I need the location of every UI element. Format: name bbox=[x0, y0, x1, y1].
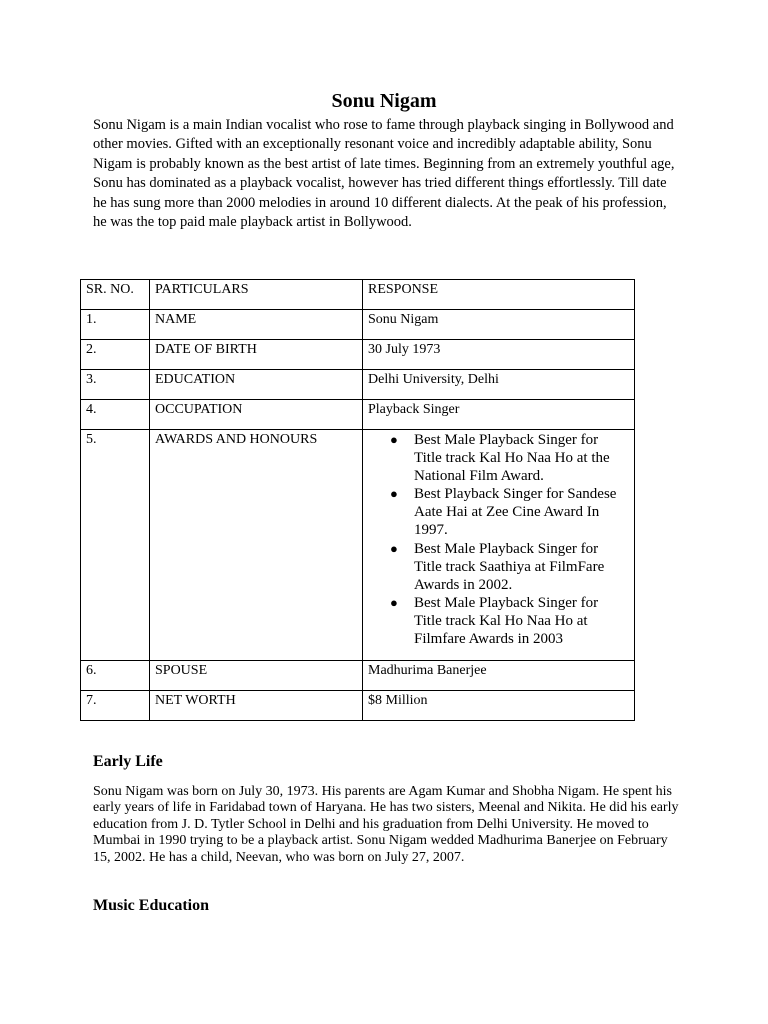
award-list-item bbox=[390, 431, 629, 485]
intro-paragraph: Sonu Nigam is a main Indian vocalist who rose to fame through playback singing in Bollywood and other movies. Gifted with an exceptionally resonant voice and incredibly adaptable ability, Sonu Nigam is probably known as the best artist of late times. Beginning from an extremely youthful age, Sonu has dominated as a playback vocalist, however has tried different things effortlessly. Till date he has sung more than 2000 melodies in around 10 different dialects. At the peak of his profession, he was the top paid male playback artist in Bollywood. bbox=[93, 117, 675, 231]
early-life-paragraph: Sonu Nigam was born on July 30, 1973. His parents are Agam Kumar and Shobha Nigam. He spent his early years of life in Faridabad town of Haryana. He has two sisters, Meenal and Nikita. He did his early education from J. D. Tytler School in Delhi and his graduation from Delhi University. He moved to Mumbai in 1990 trying to be a playback artist. Sonu Nigam wedded Madhurima Banerjee on February 15, 2002. He has a child, Neevan, who was born on July 27, 2007. bbox=[93, 784, 679, 865]
row-response: $8 Million bbox=[363, 691, 635, 721]
row-particular: NAME bbox=[150, 310, 363, 340]
row-sr-no: 7. bbox=[81, 691, 150, 721]
table-row bbox=[81, 661, 635, 691]
bullet-icon: ● bbox=[390, 594, 398, 610]
row-response: Delhi University, Delhi bbox=[363, 370, 635, 400]
row-particular: OCCUPATION bbox=[150, 400, 363, 430]
music-education-heading: Music Education bbox=[93, 897, 210, 914]
info-table bbox=[80, 279, 635, 721]
row-response: Sonu Nigam bbox=[363, 310, 635, 340]
row-sr-no: 6. bbox=[81, 661, 150, 691]
early-life-heading: Early Life bbox=[93, 753, 163, 770]
row-particular: NET WORTH bbox=[150, 691, 363, 721]
award-list-item bbox=[390, 540, 629, 594]
page-title: Sonu Nigam bbox=[331, 90, 437, 112]
row-response: Madhurima Banerjee bbox=[363, 661, 635, 691]
bullet-icon: ● bbox=[390, 432, 398, 447]
row-sr-no: 3. bbox=[81, 370, 150, 400]
award-text: Best Male Playback Singer for Title track Kal Ho Naa Ho at the National Film Award. bbox=[414, 432, 610, 485]
award-list-item bbox=[390, 594, 629, 648]
table-row bbox=[81, 370, 635, 400]
header-particulars: PARTICULARS bbox=[150, 280, 363, 310]
table-row bbox=[81, 340, 635, 370]
row-sr-no: 4. bbox=[81, 400, 150, 430]
table-header-row bbox=[81, 280, 635, 310]
table-row bbox=[81, 430, 635, 661]
row-response-awards bbox=[363, 430, 635, 661]
award-list-item bbox=[390, 485, 629, 539]
row-particular: EDUCATION bbox=[150, 370, 363, 400]
award-text: Best Male Playback Singer for Title track Kal Ho Naa Ho at Filmfare Awards in 2003 bbox=[414, 594, 599, 648]
row-sr-no: 5. bbox=[81, 430, 150, 661]
header-response: RESPONSE bbox=[363, 280, 635, 310]
header-sr-no: SR. NO. bbox=[81, 280, 150, 310]
table-row bbox=[81, 310, 635, 340]
table-row bbox=[81, 400, 635, 430]
table-row bbox=[81, 691, 635, 721]
bullet-icon: ● bbox=[390, 540, 398, 556]
row-particular: SPOUSE bbox=[150, 661, 363, 691]
award-text: Best Male Playback Singer for Title track Saathiya at FilmFare Awards in 2002. bbox=[414, 540, 605, 593]
row-sr-no: 1. bbox=[81, 310, 150, 340]
row-particular: DATE OF BIRTH bbox=[150, 340, 363, 370]
row-response: 30 July 1973 bbox=[363, 340, 635, 370]
bullet-icon: ● bbox=[390, 486, 398, 502]
row-response: Playback Singer bbox=[363, 400, 635, 430]
award-text: Best Playback Singer for Sandese Aate Hai at Zee Cine Award In 1997. bbox=[414, 486, 617, 539]
awards-list bbox=[368, 431, 629, 648]
row-particular: AWARDS AND HONOURS bbox=[150, 430, 363, 661]
row-sr-no: 2. bbox=[81, 340, 150, 370]
